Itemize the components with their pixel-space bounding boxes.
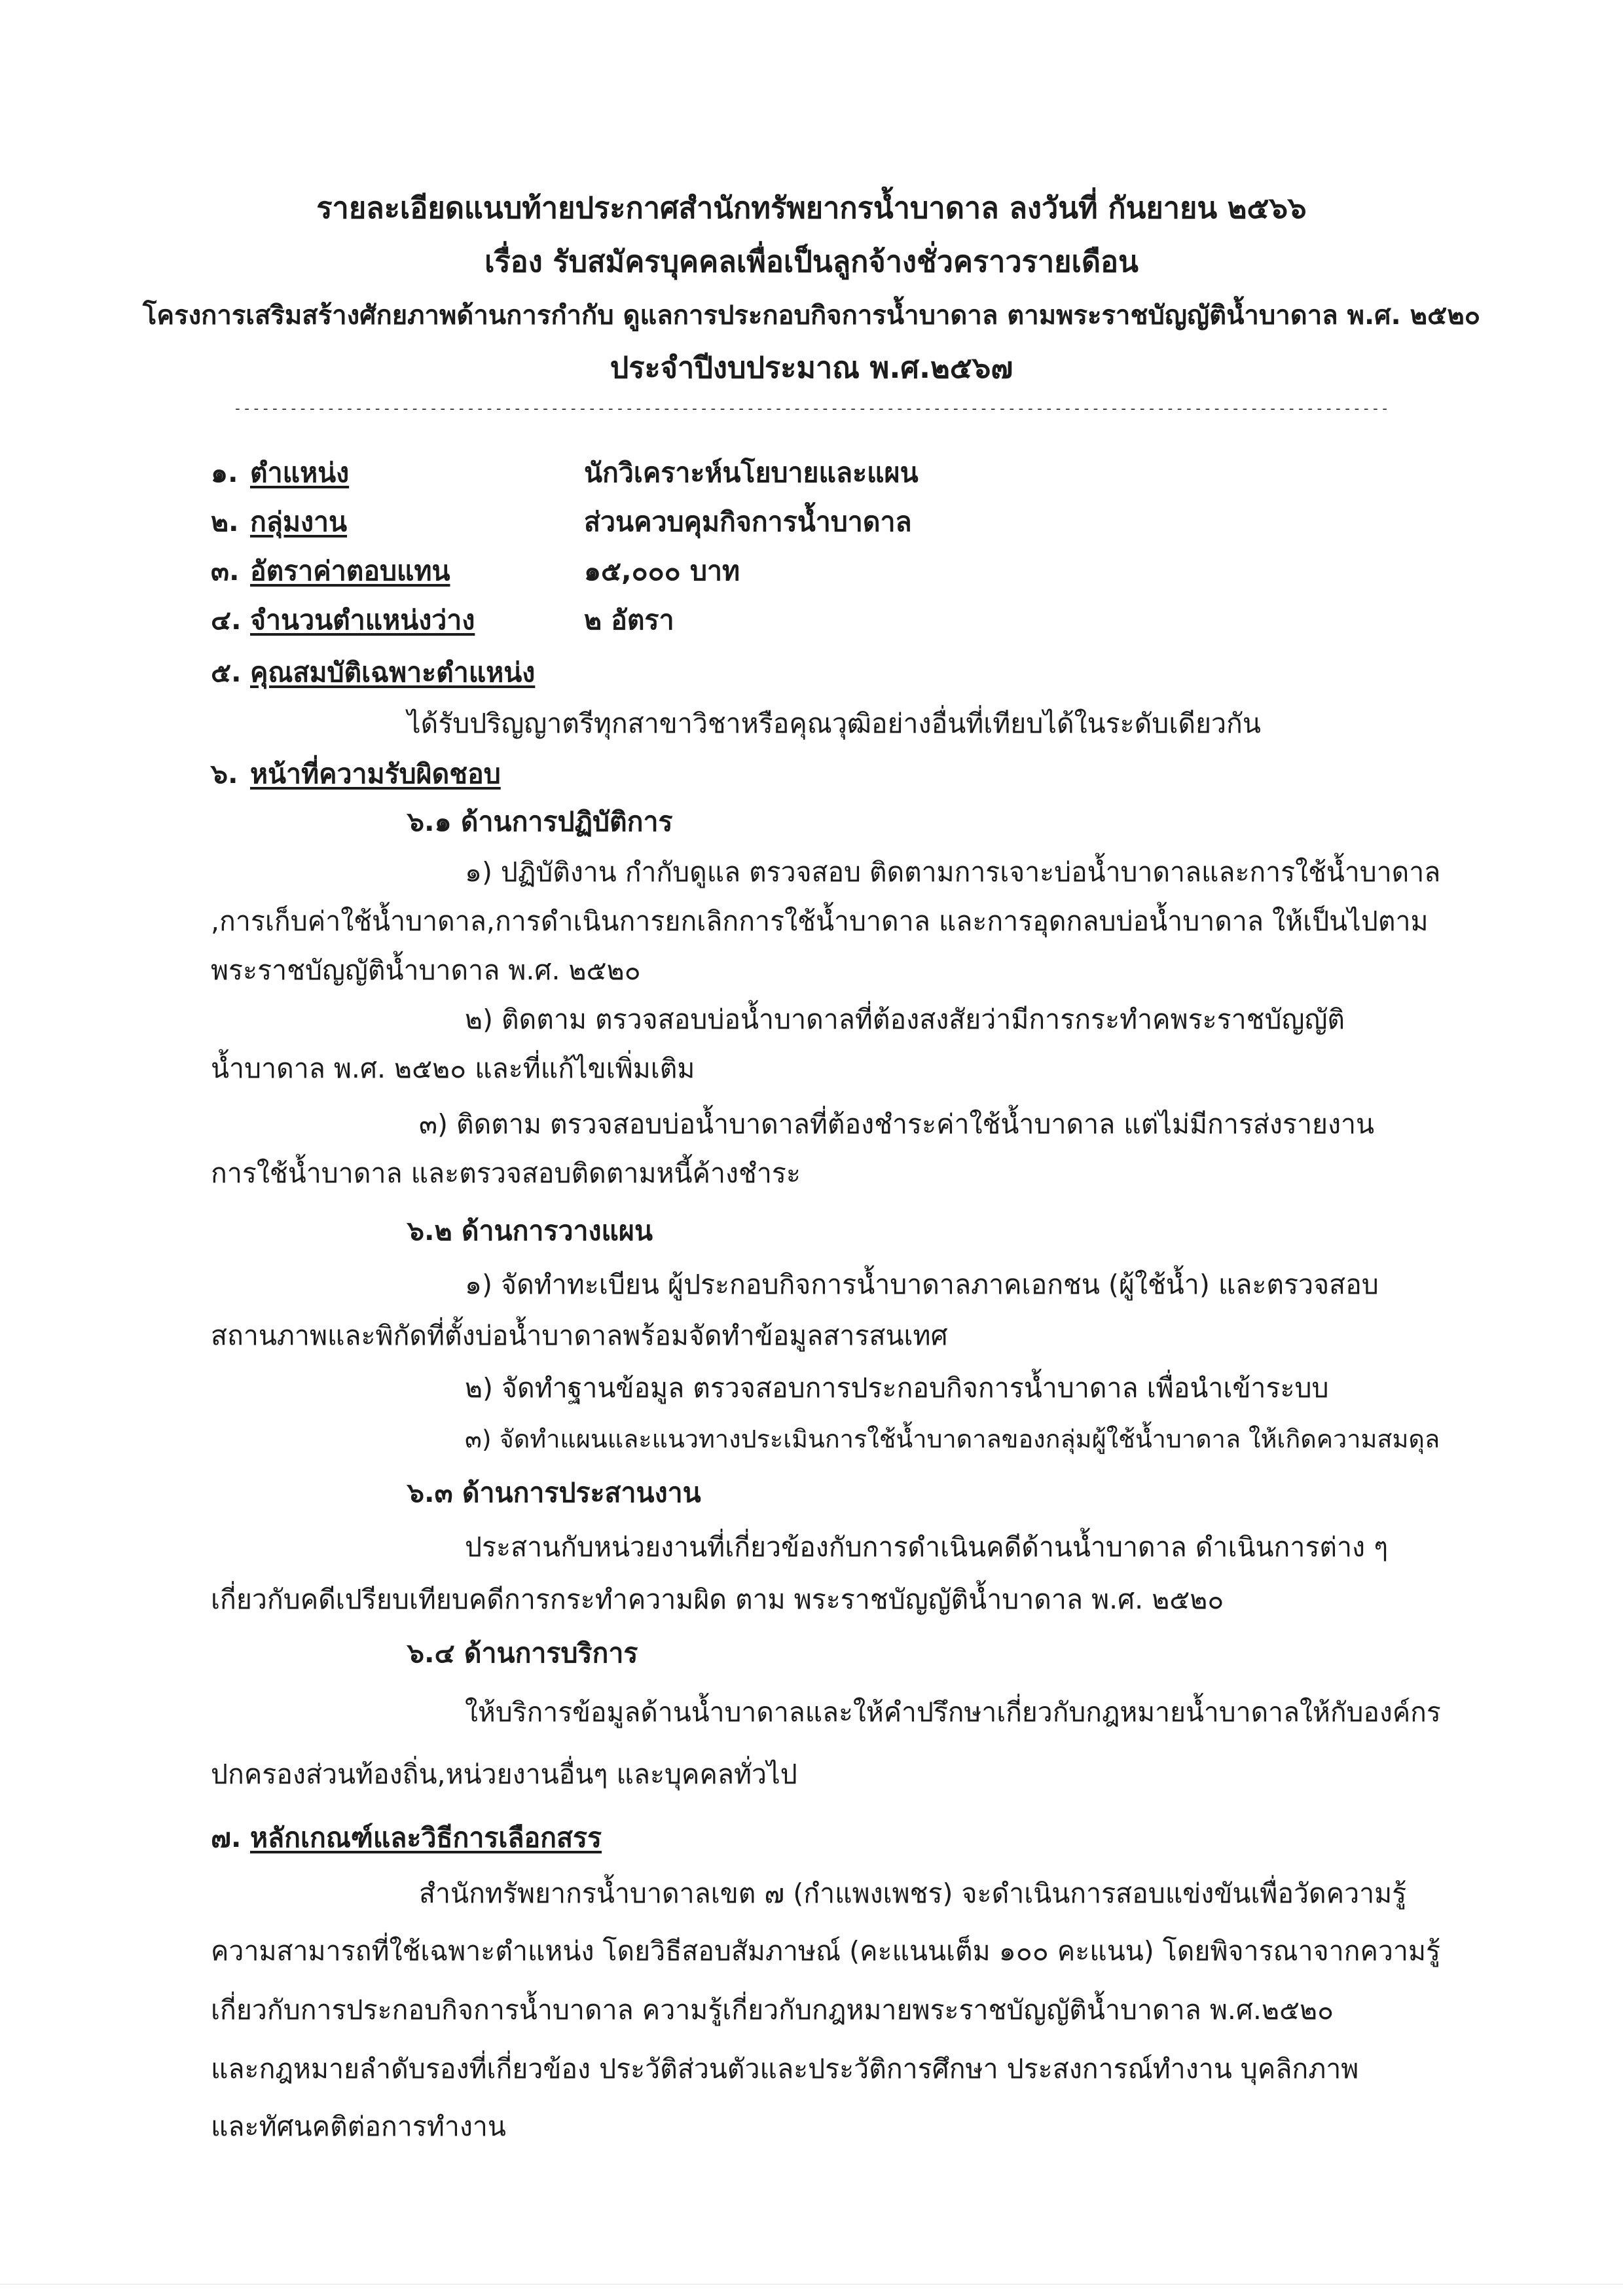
section-7-line-4: และกฎหมายลำดับรองที่เกี่ยวข้อง ประวัติส่วนตัวและประวัติการศึกษา ประสงการณ์ทำงาน บุคลิกภาพ [211,2053,1359,2085]
header-line-3: โครงการเสริมสร้างศักยภาพด้านการกำกับ ดูแลการประกอบกิจการน้ำบาดาล ตามพระราชบัญญัติน้ำบาดาล พ.ศ. ๒๕๒๐ [142,301,1481,331]
header-line-2: เรื่อง รับสมัครบุคคลเพื่อเป็นลูกจ้างชั่วคราวรายเดือน [484,244,1139,279]
section-6-1-p3-line-2: การใช้น้ำบาดาล และตรวจสอบติดตามหนี้ค้างชำระ [211,1157,801,1189]
item-1-value: นักวิเคราะห์นโยบายและแผน [584,457,919,488]
section-6-4-p1-line-2: ปกครองส่วนท้องถิ่น,หน่วยงานอื่นๆ และบุคคลทั่วไป [211,1758,797,1790]
section-6-1-p1-line-3: พระราชบัญญัติน้ำบาดาล พ.ศ. ๒๕๒๐ [211,955,641,986]
section-6-3-title: ๖.๓ ด้านการประสานงาน [407,1477,701,1508]
section-7-number: ๗. [211,1822,242,1853]
item-3-number: ๓. [211,555,240,587]
section-7-line-1: สำนักทรัพยากรน้ำบาดาลเขต ๗ (กำแพงเพชร) จะดำเนินการสอบแข่งขันเพื่อวัดความรู้ [419,1878,1407,1909]
section-6-3-p1-line-1: ประสานกับหน่วยงานที่เกี่ยวข้องกับการดำเนินคดีด้านน้ำบาดาล ดำเนินการต่าง ๆ [465,1531,1389,1563]
section-5-title: คุณสมบัติเฉพาะตำแหน่ง [250,657,536,688]
item-1-label: ตำแหน่ง [250,457,350,488]
section-6-1-p2-line-1: ๒) ติดตาม ตรวจสอบบ่อน้ำบาดาลที่ต้องสงสัยว่ามีการกระทำคพระราชบัญญัติ [465,1004,1345,1035]
section-7-line-5: และทัศนคติต่อการทำงาน [211,2111,506,2142]
item-4-value: ๒ อัตรา [584,604,674,636]
section-6-2-p1-line-2: สถานภาพและพิกัดที่ตั้งบ่อน้ำบาดาลพร้อมจัดทำข้อมูลสารสนเทศ [211,1320,948,1351]
section-6-1-p2-line-2: น้ำบาดาล พ.ศ. ๒๕๒๐ และที่แก้ไขเพิ่มเติม [211,1053,695,1084]
item-2-number: ๒. [211,506,239,538]
section-7-title: หลักเกณฑ์และวิธีการเลือกสรร [250,1822,602,1853]
section-6-2-p3: ๓) จัดทำแผนและแนวทางประเมินการใช้น้ำบาดาลของกลุ่มผู้ใช้น้ำบาดาล ให้เกิดความสมดุล [465,1425,1440,1453]
header-line-4: ประจำปีงบประมาณ พ.ศ.๒๕๖๗ [610,350,1013,385]
item-3-label: อัตราค่าตอบแทน [250,555,450,587]
section-5-text: ได้รับปริญญาตรีทุกสาขาวิชาหรือคุณวุฒิอย่างอื่นที่เทียบได้ในระดับเดียวกัน [407,708,1261,739]
item-2-value: ส่วนควบคุมกิจการน้ำบาดาล [584,506,912,538]
item-2-label: กลุ่มงาน [250,506,348,538]
section-6-1-p1-line-1: ๑) ปฏิบัติงาน กำกับดูแล ตรวจสอบ ติดตามการเจาะบ่อน้ำบาดาลและการใช้น้ำบาดาล [465,856,1441,888]
item-3-value: ๑๕,๐๐๐ บาท [584,555,740,587]
section-6-4-title: ๖.๔ ด้านการบริการ [407,1637,638,1669]
section-6-2-p1-line-1: ๑) จัดทำทะเบียน ผู้ประกอบกิจการน้ำบาดาลภาคเอกชน (ผู้ใช้น้ำ) และตรวจสอบ [465,1269,1379,1300]
item-4-label: จำนวนตำแหน่งว่าง [250,604,475,636]
section-7-line-2: ความสามารถที่ใช้เฉพาะตำแหน่ง โดยวิธีสอบสัมภาษณ์ (คะแนนเต็ม ๑๐๐ คะแนน) โดยพิจารณาจากความรู้ [211,1935,1440,1967]
section-5-number: ๕. [211,657,242,688]
section-6-2-title: ๖.๒ ด้านการวางแผน [407,1215,653,1247]
item-1-number: ๑. [211,457,238,488]
section-6-1-title: ๖.๑ ด้านการปฏิบัติการ [407,806,673,837]
scan-edge-line [0,2284,1623,2285]
section-6-2-p2: ๒) จัดทำฐานข้อมูล ตรวจสอบการประกอบกิจการน้ำบาดาล เพื่อนำเข้าระบบ [465,1372,1329,1404]
section-7-line-3: เกี่ยวกับการประกอบกิจการน้ำบาดาล ความรู้เกี่ยวกับกฎหมายพระราชบัญญัติน้ำบาดาล พ.ศ.๒๕๒๐ [211,1994,1334,2026]
section-6-1-p3-line-1: ๓) ติดตาม ตรวจสอบบ่อน้ำบาดาลที่ต้องชำระค่าใช้น้ำบาดาล แต่ไม่มีการส่งรายงาน [419,1108,1375,1140]
section-6-title: หน้าที่ความรับผิดชอบ [250,758,501,790]
section-6-number: ๖. [211,758,238,790]
header-separator: ---------------------------------------------------------------------------------------------------------------------------- [233,401,1390,417]
header-line-1: รายละเอียดแนบท้ายประกาศสำนักทรัพยากรน้ำบาดาล ลงวันที่ กันยายน ๒๕๖๖ [316,191,1307,225]
section-6-4-p1-line-1: ให้บริการข้อมูลด้านน้ำบาดาลและให้คำปรึกษาเกี่ยวกับกฎหมายน้ำบาดาลให้กับองค์กร [465,1696,1441,1728]
item-4-number: ๔. [211,604,242,636]
section-6-1-p1-line-2: ,การเก็บค่าใช้น้ำบาดาล,การดำเนินการยกเลิกการใช้น้ำบาดาล และการอุดกลบบ่อน้ำบาดาล ให้เป็นไปตาม [211,905,1429,937]
section-6-3-p1-line-2: เกี่ยวกับคดีเปรียบเทียบคดีการกระทำความผิด ตาม พระราชบัญญัติน้ำบาดาล พ.ศ. ๒๕๒๐ [211,1584,1224,1615]
